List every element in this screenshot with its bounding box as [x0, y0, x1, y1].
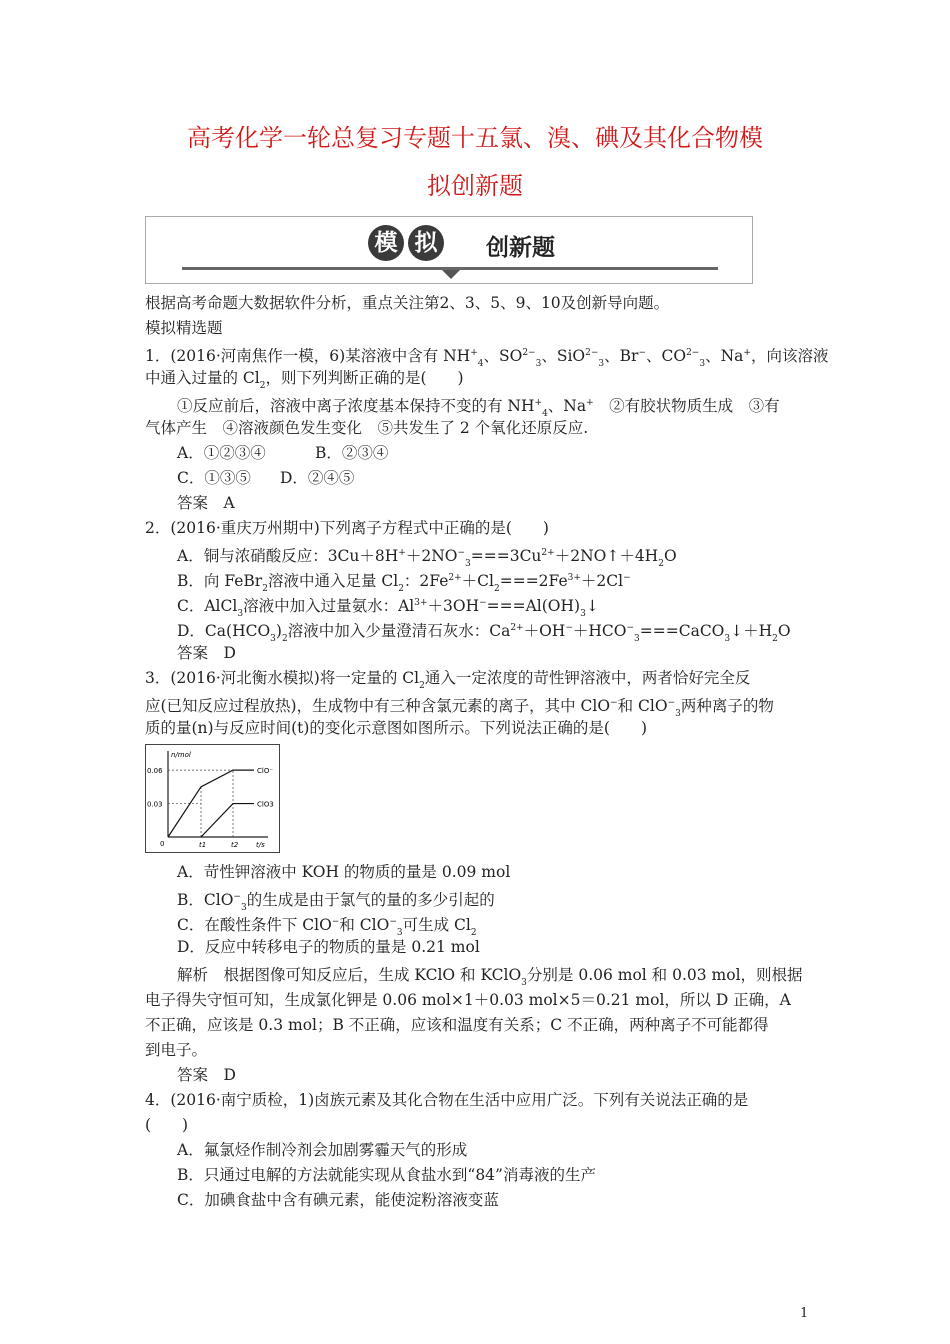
q3-explanation-line3: 不正确，应该是 0.3 mol；B 不正确，应该和温度有关系；C 不正确，两种离子不可能都得 [145, 1016, 769, 1034]
q4-stem-line2: ( ) [145, 1116, 189, 1134]
q2-option-b: B．向 FeBr$_2$溶液中通入足量 $Cl_2$：$2Fe^{2+}+Cl_2===2Fe^{3+}+2Cl^-$ [177, 572, 631, 594]
q1-option-b: B．②③④ [315, 444, 389, 462]
q3-option-d: D．反应中转移电子的物质的量是 0.21 mol [177, 938, 480, 956]
section-title: 模拟精选题 [145, 319, 223, 337]
y-tick-label: 0.03 [147, 800, 163, 809]
x-tick-label: t1 [199, 841, 207, 849]
banner-badge-1: 模 [368, 225, 404, 261]
x-axis-label: t/s [256, 841, 265, 849]
q1-stem-line1: 1．(2016·河南焦作一模，6)某溶液中含有 $NH^+_4$、$SO^{2-}_3$、SiO$^{2-}_3$、Br−、$CO^{2-}_3$、Na+，向该溶液 [145, 347, 829, 369]
q1-answer: 答案 A [177, 494, 235, 512]
q3-answer: 答案 D [177, 1066, 236, 1084]
q3-option-b: B．ClO−$_3$的生成是由于氯气的量的多少引起的 [177, 891, 495, 913]
q3-explanation-line2: 电子得失守恒可知，生成氯化钾是 0.06 mol×1＋0.03 mol×5＝0.21 mol，所以 D 正确，A [145, 991, 791, 1009]
q4-option-a: A．氟氯烃作制冷剂会加剧雾霾天气的形成 [177, 1141, 468, 1159]
origin-label: 0 [160, 840, 165, 848]
q3-explanation-line1: 解析 根据图像可知反应后，生成 KClO 和 KClO$_3$分别是 0.06 mol 和 0.03 mol，则根据 [177, 966, 803, 988]
page-number: 1 [800, 1306, 809, 1321]
q4-option-b: B．只通过电解的方法就能实现从食盐水到“84”消毒液的生产 [177, 1166, 596, 1184]
q4-option-c: C．加碘食盐中含有碘元素，能使淀粉溶液变蓝 [177, 1191, 499, 1209]
q2-option-a: A．铜与浓硝酸反应：$3Cu+8H^++2NO^-_3===3Cu^{2+}+2NO↑+4H_2O$ [177, 547, 677, 569]
banner-word: 创新题 [486, 235, 555, 261]
intro-text: 根据高考命题大数据软件分析，重点关注第2、3、5、9、10及创新导向题。 [145, 294, 670, 312]
q1-stem-line2: 中通入过量的 $Cl_2$，则下列判断正确的是( ) [145, 369, 464, 391]
series-label-0: ClO⁻ [257, 767, 274, 776]
q1-stem-line3: ①反应前后，溶液中离子浓度基本保持不变的有 $NH^+_4$、Na+ ②有胶状物质生成 ③有 [177, 397, 780, 419]
q3-stem-line3: 质的量(n)与反应时间(t)的变化示意图如图所示。下列说法正确的是( ) [145, 719, 647, 737]
series-line-1 [201, 804, 254, 837]
banner-pointer [442, 270, 460, 279]
q3-stem-line1: 3．(2016·河北衡水模拟)将一定量的 $Cl_2$通入一定浓度的苛性钾溶液中，两者恰好完全反 [145, 669, 751, 691]
q1-option-d: D．②④⑤ [280, 469, 355, 487]
q3-option-a: A．苛性钾溶液中 KOH 的物质的量是 0.09 mol [177, 863, 511, 881]
q2-answer: 答案 D [177, 644, 236, 662]
series-label-1: ClO3 [257, 800, 274, 809]
q2-option-d: D．$Ca(HCO_3)_2$溶液中加入少量澄清石灰水：$Ca^{2+}+OH^-+HCO^-_3===CaCO_3↓+H_2O$ [177, 622, 791, 644]
q1-option-c: C．①③⑤ [177, 469, 251, 487]
q1-option-a: A．①②③④ [177, 444, 266, 462]
q2-stem: 2．(2016·重庆万州期中)下列离子方程式中正确的是( ) [145, 519, 549, 537]
q3-chart-svg [146, 745, 279, 852]
q2-option-c: C．AlCl$_3$溶液中加入过量氨水：$Al^{3+}+3OH^-===Al(OH)_3↓$ [177, 597, 599, 619]
banner-badge-2: 拟 [408, 225, 444, 261]
q1-stem-line4: 气体产生 ④溶液颜色发生变化 ⑤共发生了 2 个氧化还原反应. [145, 419, 589, 437]
q3-chart [145, 744, 280, 853]
q3-explanation-line4: 到电子。 [145, 1041, 208, 1059]
page-title-line2: 拟创新题 [427, 172, 523, 200]
x-tick-label: t2 [231, 841, 239, 849]
section-banner [145, 216, 753, 284]
q4-stem-line1: 4．(2016·南宁质检，1)卤族元素及其化合物在生活中应用广泛。下列有关说法正确的是 [145, 1091, 749, 1109]
q3-option-c: C．在酸性条件下 ClO−和 ClO−$_3$可生成 $Cl_2$ [177, 916, 477, 938]
y-axis-label: n/mol [171, 751, 191, 759]
q3-stem-line2: 应(已知反应过程放热)，生成物中有三种含氯元素的离子，其中 ClO−和 ClO−$_3$两种离子的物 [145, 697, 774, 719]
page-title-line1: 高考化学一轮总复习专题十五氯、溴、碘及其化合物模 [187, 124, 763, 152]
y-tick-label: 0.06 [147, 767, 163, 776]
